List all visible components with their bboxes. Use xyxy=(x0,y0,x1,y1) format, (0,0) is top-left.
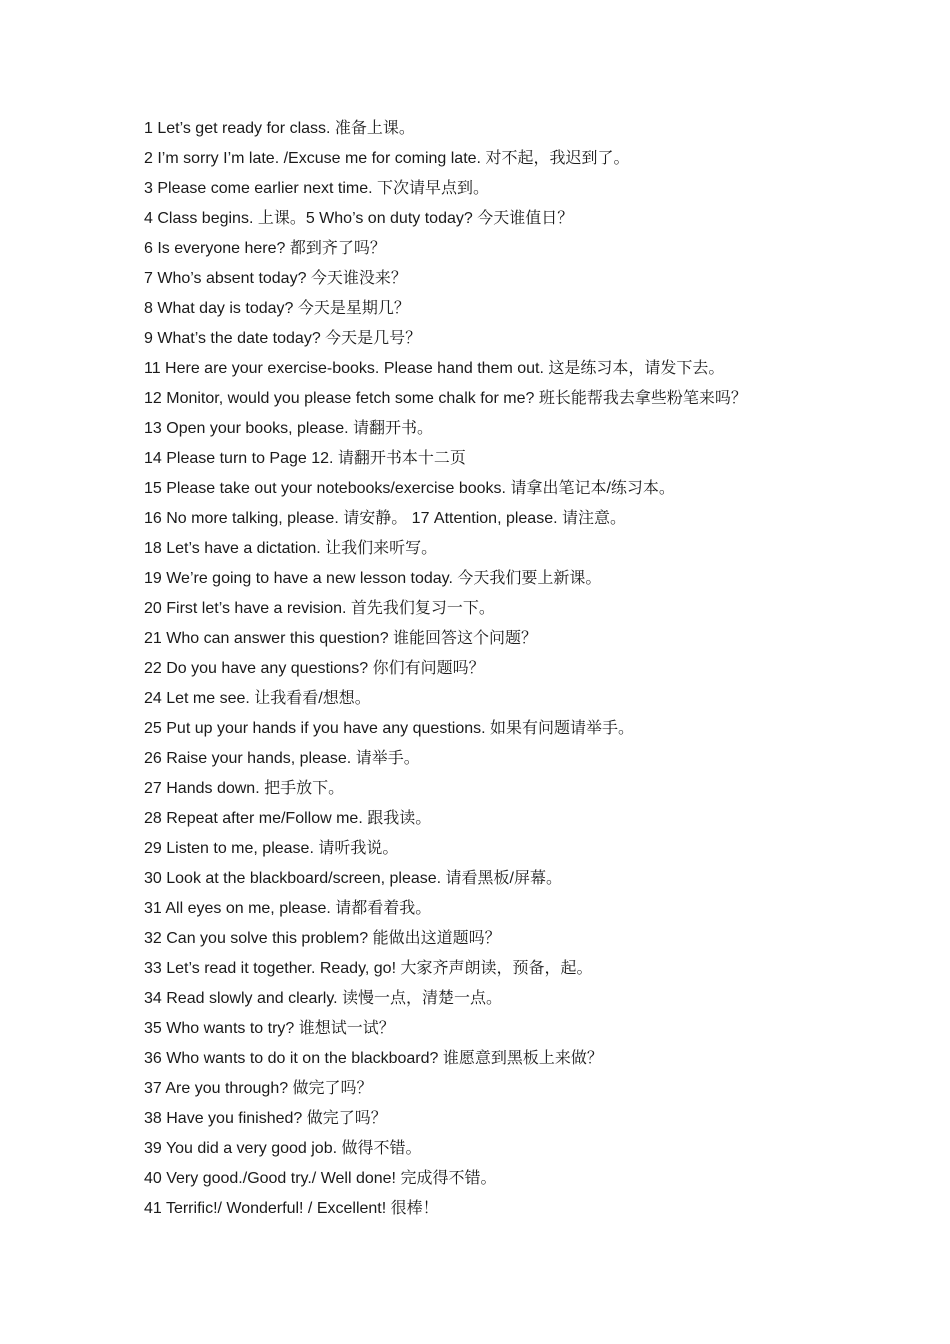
phrase-line: 28 Repeat after me/Follow me. 跟我读。 xyxy=(144,810,432,827)
phrase-line: 34 Read slowly and clearly. 读慢一点，清楚一点。 xyxy=(144,990,503,1007)
phrase-line: 32 Can you solve this problem? 能做出这道题吗？ xyxy=(144,930,501,947)
phrase-line: 4 Class begins. 上课。5 Who’s on duty today? 今天谁值日？ xyxy=(144,210,574,227)
phrase-line: 36 Who wants to do it on the blackboard? 谁愿意到黑板上来做？ xyxy=(144,1050,603,1067)
phrase-line: 16 No more talking, please. 请安静。 17 Attention, please. 请注意。 xyxy=(144,510,626,527)
phrase-line: 40 Very good./Good try./ Well done! 完成得不错。 xyxy=(144,1170,497,1187)
phrase-line: 11 Here are your exercise-books. Please hand them out. 这是练习本，请发下去。 xyxy=(144,360,725,377)
phrase-line: 13 Open your books, please. 请翻开书。 xyxy=(144,420,434,437)
phrase-line: 37 Are you through? 做完了吗？ xyxy=(144,1080,373,1097)
phrase-line: 24 Let me see. 让我看看/想想。 xyxy=(144,690,371,707)
phrase-line: 8 What day is today? 今天是星期几？ xyxy=(144,300,410,317)
phrase-line: 26 Raise your hands, please. 请举手。 xyxy=(144,750,420,767)
phrase-line: 39 You did a very good job. 做得不错。 xyxy=(144,1140,422,1157)
phrase-line: 30 Look at the blackboard/screen, please. 请看黑板/屏幕。 xyxy=(144,870,562,887)
phrase-line: 20 First let’s have a revision. 首先我们复习一下。 xyxy=(144,600,495,617)
phrase-line: 35 Who wants to try? 谁想试一试？ xyxy=(144,1020,395,1037)
phrase-line: 38 Have you finished? 做完了吗？ xyxy=(144,1110,387,1127)
phrase-line: 7 Who’s absent today? 今天谁没来？ xyxy=(144,270,407,287)
phrase-line: 9 What’s the date today? 今天是几号？ xyxy=(144,330,422,347)
phrase-line: 21 Who can answer this question? 谁能回答这个问题？ xyxy=(144,630,538,647)
phrase-line: 19 We’re going to have a new lesson today. 今天我们要上新课。 xyxy=(144,570,602,587)
phrase-line: 2 I’m sorry I’m late. /Excuse me for coming late. 对不起，我迟到了。 xyxy=(144,150,630,167)
phrase-line: 41 Terrific!/ Wonderful! / Excellent! 很棒！ xyxy=(144,1200,439,1217)
phrase-line: 33 Let’s read it together. Ready, go! 大家齐声朗读，预备，起。 xyxy=(144,960,593,977)
phrase-line: 27 Hands down. 把手放下。 xyxy=(144,780,345,797)
phrase-line: 6 Is everyone here? 都到齐了吗？ xyxy=(144,240,386,257)
phrase-line: 31 All eyes on me, please. 请都看着我。 xyxy=(144,900,432,917)
phrase-line: 12 Monitor, would you please fetch some chalk for me? 班长能帮我去拿些粉笔来吗？ xyxy=(144,390,747,407)
phrase-line: 3 Please come earlier next time. 下次请早点到。 xyxy=(144,180,489,197)
phrase-line: 22 Do you have any questions? 你们有问题吗？ xyxy=(144,660,485,677)
phrase-list xyxy=(144,114,747,1224)
phrase-line: 25 Put up your hands if you have any questions. 如果有问题请举手。 xyxy=(144,720,635,737)
phrase-line: 18 Let’s have a dictation. 让我们来听写。 xyxy=(144,540,438,557)
phrase-line: 15 Please take out your notebooks/exercise books. 请拿出笔记本/练习本。 xyxy=(144,480,675,497)
phrase-line: 1 Let’s get ready for class. 准备上课。 xyxy=(144,120,415,137)
phrase-line: 29 Listen to me, please. 请听我说。 xyxy=(144,840,399,857)
phrase-line: 14 Please turn to Page 12. 请翻开书本十二页 xyxy=(144,450,466,467)
